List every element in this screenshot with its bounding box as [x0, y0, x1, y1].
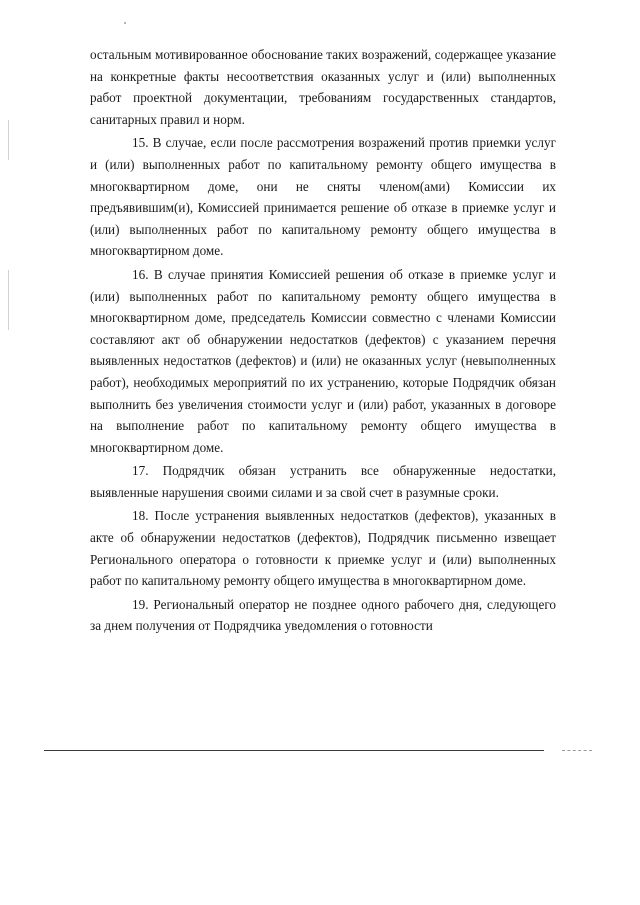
scan-margin-mark: [8, 120, 9, 160]
footer-rule-tail: [562, 750, 592, 751]
document-body: [90, 44, 556, 639]
scan-margin-mark: [8, 270, 9, 330]
paragraph-item-17: 17. Подрядчик обязан устранить все обнаруженные недостатки, выявленные нарушения своими силами и за свой счет в разумные сроки.: [90, 463, 556, 500]
paragraph-item-18: 18. После устранения выявленных недостатков (дефектов), указанных в акте об обнаружении недостатков (дефектов), Подрядчик письменно извещает Регионального оператора о готовности к приемке услуг и (или) выполненных работ по капитальному ремонту общего имущества в многоквартирном доме.: [90, 508, 556, 589]
paragraph-item-19: 19. Региональный оператор не позднее одного рабочего дня, следующего за днем получения от Подрядчика уведомления о готовности: [90, 596, 556, 634]
footer-rule: [44, 750, 544, 751]
paragraph-item-15: 15. В случае, если после рассмотрения возражений против приемки услуг и (или) выполненных работ по капитальному ремонту общего имущества в многоквартирном доме, они не сняты членом(ами) Комиссии их предъявившим(и), Комиссией принимается решение об отказе в приемке услуг и (или) выполненных работ по капитальному ремонту общего имущества в многоквартирном доме.: [90, 135, 556, 259]
scan-speck: [124, 22, 126, 24]
paragraph-item-16: 16. В случае принятия Комиссией решения об отказе в приемке услуг и (или) выполненных работ по капитальному ремонту общего имущества в многоквартирном доме, председатель Комиссии совместно с членами Комиссии составляют акт об обнаружении недостатков (дефектов) с указанием перечня выявленных недостатков (дефектов) и (или) не оказанных услуг (невыполненных работ), необходимых мероприятий по их устранению, которые Подрядчик обязан выполнить без увеличения стоимости услуг и (или) работ, указанных в договоре на выполнение работ по капитальному ремонту общего имущества в многоквартирном доме.: [90, 266, 556, 455]
paragraph-continuation: остальным мотивированное обоснование таких возражений, содержащее указание на конкретные факты несоответствия оказанных услуг и (или) выполненных работ проектной документации, требованиям государственных стандартов, санитарных правил и норм.: [90, 47, 556, 127]
